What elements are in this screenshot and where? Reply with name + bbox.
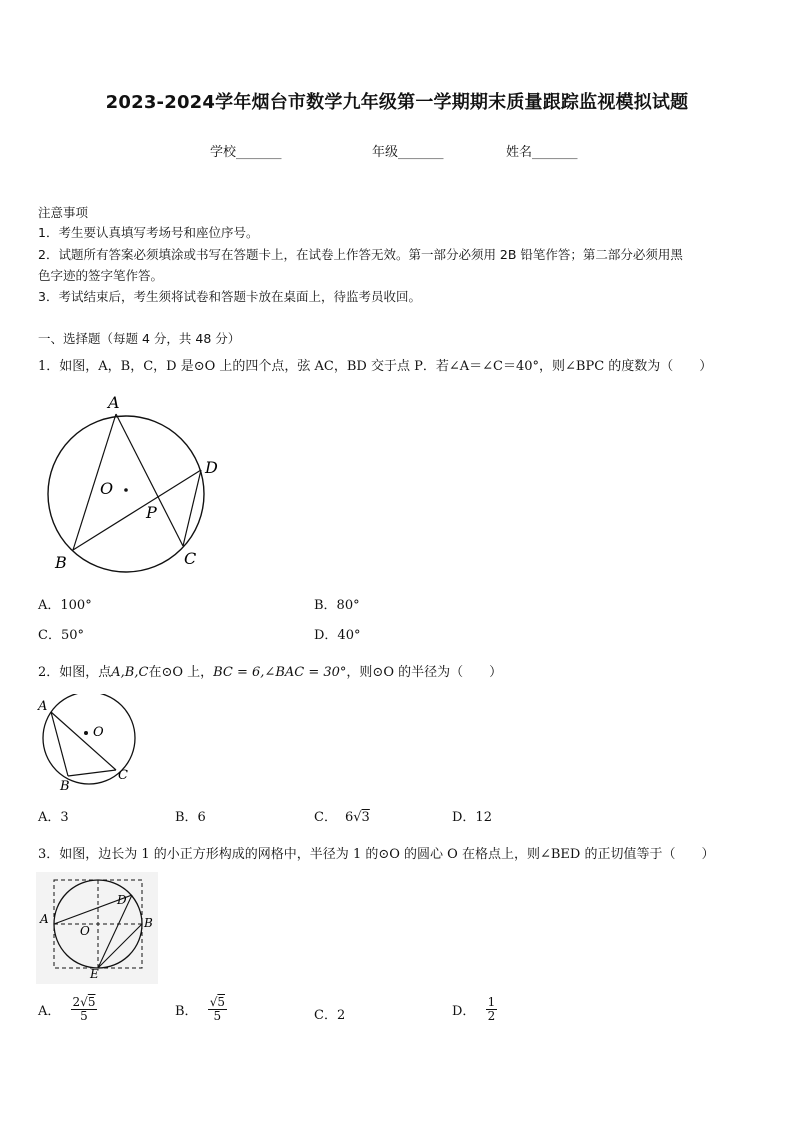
q1-chord-bd bbox=[73, 470, 201, 550]
q1-option-b: B．80° bbox=[314, 598, 360, 613]
q3-option-a-prefix: A． bbox=[38, 1004, 61, 1019]
q1-label-b: B bbox=[55, 553, 67, 572]
q1-option-a: A．100° bbox=[38, 598, 92, 613]
page-title: 2023-2024学年烟台市数学九年级第一学期期末质量跟踪监视模拟试题 bbox=[105, 92, 689, 113]
q2-label-o: O bbox=[93, 725, 104, 740]
sqrt-icon: √ bbox=[353, 810, 362, 825]
q1-label-d: D bbox=[205, 458, 218, 477]
section-heading: 一、选择题（每题 4 分，共 48 分） bbox=[38, 331, 241, 346]
q2-option-c bbox=[314, 806, 370, 825]
q3-option-a-numerator bbox=[71, 996, 98, 1010]
q1-circle bbox=[48, 416, 204, 572]
q3-option-a-num-radicand: 5 bbox=[87, 995, 96, 1009]
q2-stem-points: A,B,C bbox=[111, 665, 149, 680]
q1-label-c: C bbox=[184, 549, 197, 568]
q3-option-b-num-radicand: 5 bbox=[217, 995, 225, 1009]
q3-option-d-denominator: 2 bbox=[487, 1009, 496, 1023]
q2-label-c: C bbox=[118, 768, 128, 783]
q2-option-c-coef: 6 bbox=[344, 810, 354, 825]
q2-chord-ac bbox=[51, 712, 116, 770]
name-field: 姓名_______ bbox=[506, 145, 578, 160]
q2-stem-suffix: ，则⊙O 的半径为（ ） bbox=[346, 665, 503, 680]
q3-label-b: B bbox=[144, 916, 153, 930]
q3-label-o: O bbox=[80, 924, 90, 938]
q3-stem: 3．如图，边长为 1 的小正方形构成的网格中，半径为 1 的⊙O 的圆心 O 在格点上，则∠BED 的正切值等于（ ） bbox=[38, 847, 715, 862]
q3-option-a-denominator: 5 bbox=[80, 1009, 88, 1023]
q1-chord-ac bbox=[116, 414, 183, 546]
q2-chord-bc bbox=[68, 770, 116, 776]
notes-heading: 注意事项 bbox=[38, 205, 89, 220]
q1-option-c: C．50° bbox=[38, 628, 84, 643]
q3-option-b-numerator bbox=[208, 996, 227, 1010]
q3-option-b-denominator: 5 bbox=[213, 1009, 222, 1023]
note-item: 2．试题所有答案必须填涂或书写在答题卡上，在试卷上作答无效。第一部分必须用 2B 铅笔作答；第二部分必须用黑 bbox=[38, 247, 683, 262]
q1-center-dot bbox=[124, 488, 128, 492]
q1-stem: 1．如图，A，B，C，D 是⊙O 上的四个点，弦 AC，BD 交于点 P．若∠A＝∠C＝40°，则∠BPC 的度数为（ ） bbox=[38, 359, 713, 374]
q1-label-p: P bbox=[146, 503, 157, 522]
q3-option-d-fraction bbox=[486, 996, 498, 1023]
q1-label-a: A bbox=[108, 393, 120, 412]
q3-option-d-numerator: 1 bbox=[487, 995, 496, 1009]
q1-option-d: D．40° bbox=[314, 628, 361, 643]
q3-option-d-prefix: D． bbox=[452, 1004, 476, 1019]
sqrt-icon: √ bbox=[80, 995, 88, 1009]
q3-option-a bbox=[38, 996, 97, 1023]
q1-figure bbox=[40, 388, 230, 578]
q3-option-b-prefix: B． bbox=[175, 1004, 198, 1019]
q3-option-b bbox=[175, 996, 227, 1023]
note-item: 色字迹的签字笔作答。 bbox=[38, 268, 164, 283]
q2-stem bbox=[38, 661, 502, 680]
q1-label-o: O bbox=[100, 479, 114, 498]
q3-figure bbox=[36, 872, 158, 984]
q2-stem-cond: BC = 6,∠BAC = 30° bbox=[213, 665, 347, 680]
q2-option-d: D．12 bbox=[452, 810, 492, 825]
q3-label-e: E bbox=[90, 967, 99, 981]
q3-option-b-fraction bbox=[208, 996, 227, 1023]
q2-option-b: B．6 bbox=[175, 810, 206, 825]
grade-field: 年级_______ bbox=[372, 145, 444, 160]
q3-label-d: D bbox=[117, 893, 127, 907]
q2-label-a: A bbox=[38, 699, 48, 714]
q3-option-c: C．2 bbox=[314, 1008, 346, 1023]
school-field: 学校_______ bbox=[210, 145, 282, 160]
q2-center-dot bbox=[84, 731, 88, 735]
q2-stem-mid: 在⊙O 上， bbox=[148, 665, 214, 680]
q2-figure bbox=[34, 694, 144, 794]
q3-option-a-num-coef: 2 bbox=[72, 995, 81, 1009]
q3-option-a-fraction bbox=[71, 996, 98, 1023]
note-item: 1．考生要认真填写考场号和座位序号。 bbox=[38, 225, 259, 240]
q3-option-d bbox=[452, 996, 497, 1023]
q2-option-c-prefix: C． bbox=[314, 810, 337, 825]
q2-option-a: A．3 bbox=[38, 810, 69, 825]
q3-label-a: A bbox=[40, 912, 49, 926]
sqrt-icon: √ bbox=[209, 995, 218, 1009]
q2-stem-prefix: 2．如图，点 bbox=[38, 665, 112, 680]
q2-label-b: B bbox=[60, 779, 70, 794]
note-item: 3．考试结束后，考生须将试卷和答题卡放在桌面上，待监考员收回。 bbox=[38, 289, 421, 304]
q2-option-c-radicand: 3 bbox=[361, 810, 370, 825]
